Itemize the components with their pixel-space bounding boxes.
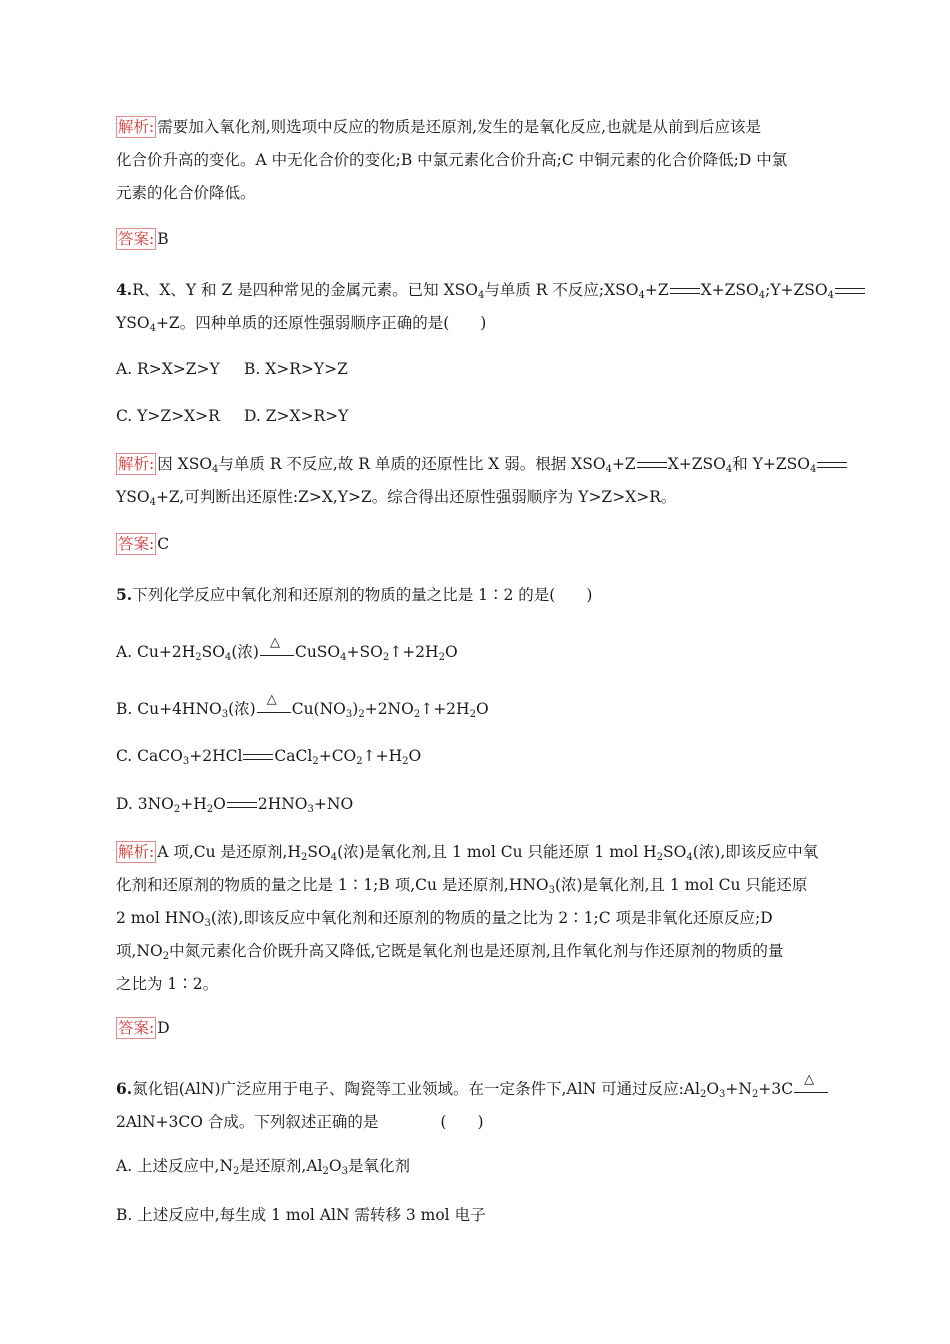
heat-arrow: △ <box>794 1083 828 1097</box>
answer-tag: 答案: <box>118 1019 155 1037</box>
heat-arrow: △ <box>260 646 294 660</box>
analysis-tag: 解析: <box>118 455 155 473</box>
answer-tag: 答案: <box>118 535 155 553</box>
q3-answer <box>116 223 836 256</box>
q6-option-a[interactable]: A. 上述反应中$,N_2$是还原剂$,Al_2O_3$是氧化剂 <box>116 1157 410 1177</box>
q5-option-a[interactable]: A. $Cu+2H_2SO_4$(浓) △ $CuSO_4+SO_2↑+2H_2O$ <box>116 635 458 663</box>
q6-option-b[interactable]: B. 上述反应中,每生成 1 mol AlN 需转移 3 mol 电子 <box>116 1206 486 1224</box>
q4-options-row2 <box>116 400 836 433</box>
answer-value: D <box>157 1019 170 1037</box>
reaction-arrow <box>227 802 257 808</box>
q5-analysis: 解析: A 项,Cu 是还原剂$,H_2SO_4$(浓)是氧化剂,且 1 mol Cu 只能还原 1 mol $H_2SO_4$(浓),即该反应中氧 化剂和还原剂的物质的量之比是 1∶1;B 项,Cu 是还原剂$,HNO_3$(浓)是氧化剂,且 1 mol Cu 只能还原 2 mol $HNO_3$(浓),即该反应中氧化剂和还原剂的物质的量之比为 2∶1;C 项是非氧化还原反应;D 项$,NO_2$中氮元素化合价既升高又降低,它既是氧化剂也是还原剂,且作氧化剂与作还原剂的物质的量 之比为 1∶2。 <box>116 843 819 993</box>
q5-option-d[interactable]: D. $3NO_2+H_2O$ $2HNO_3+NO$ <box>116 795 354 815</box>
answer-value: C <box>157 535 170 553</box>
analysis-tag: 解析: <box>118 843 155 861</box>
answer-value: B <box>157 230 169 248</box>
q4-analysis: 解析: 因 $XSO_4$与单质 R 不反应,故 R 单质的还原性比 X 弱。根据 $XSO_4+Z$ $X+ZSO_4$和 $Y+ZSO_4$ $YSO_4+Z$,可判断出还原性:Z>X,Y>Z。综合得出还原性强弱顺序为 Y>Z>X>R。 <box>116 448 836 514</box>
option-c[interactable]: C. Y>Z>X>R <box>116 407 220 425</box>
analysis-tag: 解析: <box>118 118 155 136</box>
question-number: 5. <box>116 585 133 604</box>
question-number: 6. <box>116 1079 133 1098</box>
reaction-arrow <box>243 754 273 760</box>
q5-option-c[interactable]: C. CaCO$_3$+2HCl $CaCl_2+CO_2↑+H_2O$ <box>116 747 422 767</box>
question-number: 4. <box>116 280 133 299</box>
q4-stem: 4.R、X、Y 和 Z 是四种常见的金属元素。已知 $XSO_4$与单质 R 不反应$;XSO_4+Z$ $X+ZSO_4;Y+ZSO_4$ $YSO_4+Z$。四种单质的还原性强弱顺序正确的是( ) <box>116 273 836 340</box>
reaction-arrow <box>637 462 667 468</box>
q5-answer <box>116 1012 836 1045</box>
q3-analysis: 解析: 需要加入氧化剂,则选项中反应的物质是还原剂,发生的是氧化反应,也就是从前到后应该是 化合价升高的变化。A 中无化合价的变化;B 中氯元素化合价升高;C 中铜元素的化合价降低;D 中氯 元素的化合价降低。 <box>116 118 788 202</box>
q6-stem: 6.氮化铝(AlN)广泛应用于电子、陶瓷等工业领域。在一定条件下,AlN 可通过反应$:Al_2O_3+N_2+3C$ △ 2AlN+3CO 合成。下列叙述正确的是 ( ) <box>116 1072 836 1139</box>
option-b[interactable]: B. X>R>Y>Z <box>244 360 348 378</box>
reaction-arrow <box>835 288 865 294</box>
reaction-arrow <box>670 288 700 294</box>
option-a[interactable]: A. R>X>Z>Y <box>116 360 220 378</box>
heat-arrow: △ <box>257 703 291 717</box>
q5-option-b[interactable]: B. $Cu+4HNO_3$(浓) △ $Cu(NO_3)_2+2NO_2↑+2H_2O$ <box>116 692 489 720</box>
option-d[interactable]: D. Z>X>R>Y <box>244 407 349 425</box>
q4-answer <box>116 528 836 561</box>
answer-tag: 答案: <box>118 230 155 248</box>
q4-options-row1 <box>116 353 836 386</box>
reaction-arrow <box>817 462 847 468</box>
q5-stem: 5.下列化学反应中氧化剂和还原剂的物质的量之比是 1∶2 的是( ) <box>116 585 593 604</box>
